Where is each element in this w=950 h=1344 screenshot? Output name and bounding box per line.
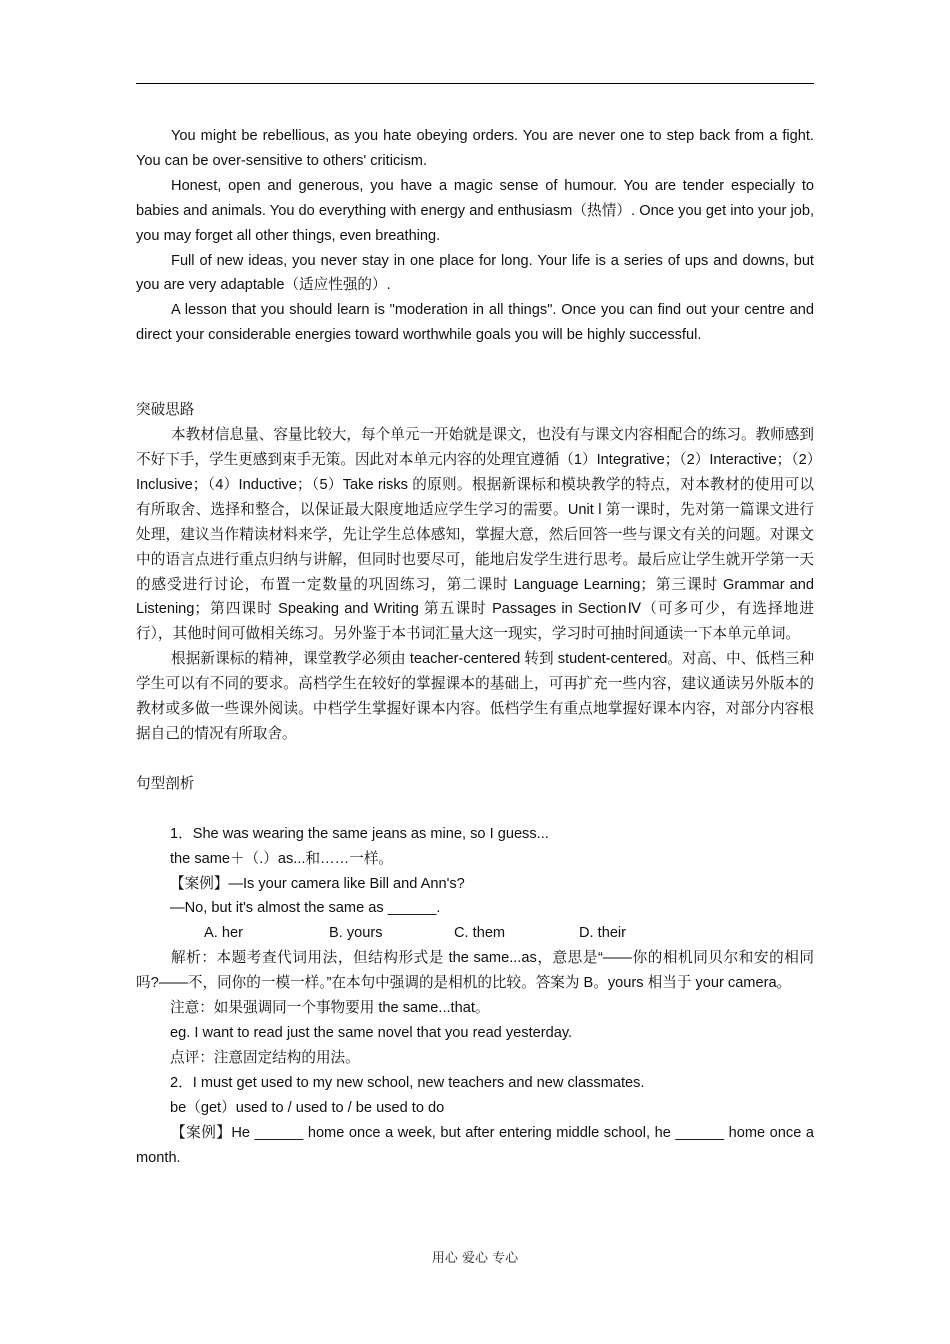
page-footer: 用心 爱心 专心 — [431, 1251, 519, 1266]
passage-paragraph-4: A lesson that you should learn is "moderation in all things". Once you can find out your centre and direct your considerable energies toward worthwhile goals you will be highly successful. — [136, 302, 814, 344]
breakthrough-paragraph-2: 根据新课标的精神，课堂教学必须由 teacher-centered 转到 student-centered。对高、中、低档三种学生可以有不同的要求。高档学生在较好的掌握课本的基础上，可再扩充一些内容，建议通读另外版本的教材或多做一些课外阅读。中档学生掌握好课本内容。低档学生有重点地掌握好课本内容，对部分内容根据自己的情况有所取舍。 — [136, 651, 814, 742]
item1-eg: eg. I want to read just the same novel that you read yesterday. — [170, 1025, 573, 1041]
item1-example-answer: —No, but it's almost the same as ______. — [170, 900, 441, 917]
item2-title: 2．I must get used to my new school, new teachers and new classmates. — [170, 1074, 645, 1091]
document-body — [136, 124, 814, 1170]
option-b: B. yours — [329, 925, 383, 942]
item1-options — [136, 921, 814, 946]
option-a: A. her — [204, 925, 243, 942]
item1-pattern: the same＋（.）as...和……一样。 — [170, 850, 394, 867]
item1-example-question: 【案例】—Is your camera like Bill and Ann's? — [170, 875, 465, 892]
item1-comment: 点评：注意固定结构的用法。 — [170, 1049, 360, 1066]
passage-paragraph-1: You might be rebellious, as you hate obeying orders. You are never one to step back from a fight. You can be over-sensitive to others' criticism. — [136, 128, 814, 169]
item2-pattern: be（get）used to / used to / be used to do — [170, 1099, 445, 1116]
header-rule — [136, 83, 814, 84]
item1-note: 注意：如果强调同一个事物要用 the same...that。 — [170, 1000, 490, 1017]
option-c: C. them — [454, 925, 506, 942]
heading-sentence-analysis: 句型剖析 — [136, 775, 195, 792]
passage-paragraph-3: Full of new ideas, you never stay in one place for long. Your life is a series of ups and downs, but you are very adaptable（适应性强的）. — [136, 252, 814, 294]
passage-paragraph-2: Honest, open and generous, you have a magic sense of humour. You are tender especially to babies and animals. You do everything with energy and enthusiasm（热情）. Once you get into your job, you may forget all other things, even breathing. — [136, 177, 814, 244]
breakthrough-paragraph-1: 本教材信息量、容量比较大，每个单元一开始就是课文，也没有与课文内容相配合的练习。教师感到不好下手，学生更感到束手无策。因此对本单元内容的处理宜遵循（1）Integrative；（2）Interactive；（2）Inclusive；（4）Inductive；（5）Take risks 的原则。根据新课标和模块教学的特点，对本教材的使用可以有所取舍、选择和整合，以保证最大限度地适应学生学习的需要。Unit l 第一课时，先对第一篇课文进行处理，建议当作精读材料来学，先让学生总体感知，掌握大意，然后回答一些与课文有关的问题。对课文中的语言点进行重点归纳与讲解，但同时也要尽可，能地启发学生进行思考。最后应让学生就开学第一天的感受进行讨论，布置一定数量的巩固练习，第二课时 Language Learning；第三课时 Grammar and Listening；第四课时 Speaking and Writing 第五课时 Passages in SectionⅣ（可多可少，有选择地进行），其他时间可做相关练习。另外鉴于本书词汇量大这一现实，学习时可抽时间通读一下本单元单词。 — [136, 427, 814, 643]
item1-analysis: 解析：本题考查代词用法，但结构形式是 the same...as，意思是“——你的相机同贝尔和安的相同吗?——不，同你的一模一样。”在本句中强调的是相机的比较。答案为 B。yours 相当于 your camera。 — [136, 950, 814, 992]
item1-title: 1．She was wearing the same jeans as mine, so I guess... — [170, 825, 549, 842]
item2-example: 【案例】He ______ home once a week, but after entering middle school, he ______ home once a month. — [136, 1124, 814, 1166]
option-d: D. their — [579, 925, 627, 942]
heading-breakthrough: 突破思路 — [136, 402, 195, 419]
